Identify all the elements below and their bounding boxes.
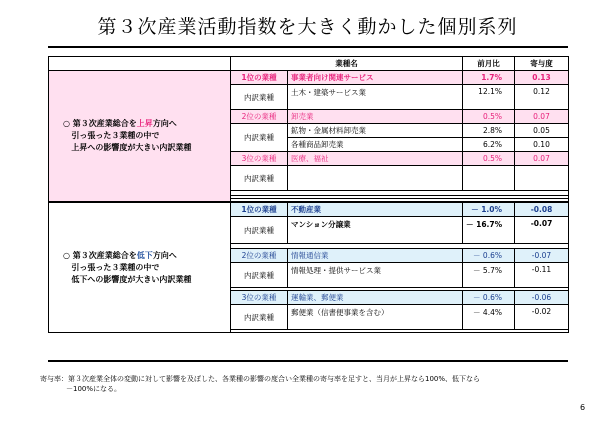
down-sub-name: マンション分譲業 [288,217,463,244]
header-mom: 前月比 [463,57,515,71]
down-name-1: 不動産業 [288,202,463,217]
up-description: ○ 第３次産業総合を上昇方向へ 引っ張った３業種の中で 上昇への影響度が大きい内訳業種 [49,71,231,203]
up-name-1: 事業者向け関連サービス [288,71,463,85]
down-sub-mom: － 5.7% [463,263,515,288]
down-name-2: 情報通信業 [288,249,463,263]
up-sublabel-2: 内訳業種 [231,124,288,152]
down-sublabel-1: 内訳業種 [231,217,288,244]
up-mom-1: 1.7% [463,71,515,85]
bottom-rule [48,360,568,362]
down-mom-2: － 0.6% [463,249,515,263]
up-sub-mom: 12.1% [463,85,515,110]
down-name-3: 運輸業、郵便業 [288,291,463,305]
down-sub-mom: － 16.7% [463,217,515,244]
down-rank-3: 3位の業種 [231,291,288,305]
down-description: ○ 第３次産業総合を低下方向へ 引っ張った３業種の中で 低下への影響度が大きい内訳業種 [49,202,231,333]
up-sublabel-1: 内訳業種 [231,85,288,110]
up-sub-contrib: 0.05 [515,124,569,138]
up-sub-name: 各種商品卸売業 [288,138,463,152]
up-sub-mom: 6.2% [463,138,515,152]
down-sublabel-2: 内訳業種 [231,263,288,288]
down-sublabel-3: 内訳業種 [231,305,288,330]
up-name-2: 卸売業 [288,110,463,124]
down-sub-name: 郵便業（信書便事業を含む） [288,305,463,330]
down-contrib-2: -0.07 [515,249,569,263]
down-group-1-row [49,202,569,217]
footnote: 寄与率：第３次産業全体の変動に対して影響を及ぼした、各業種の影響の度合い全業種の寄与率を足すと、当月が上昇なら100%、低下なら －100%になる。 [40,375,481,393]
up-name-3: 医療、福祉 [288,152,463,166]
down-mom-3: － 0.6% [463,291,515,305]
down-rank-2: 2位の業種 [231,249,288,263]
up-sub-name: 土木・建築サービス業 [288,85,463,110]
down-sub-mom: － 4.4% [463,305,515,330]
up-sub-contrib: 0.10 [515,138,569,152]
up-rank-1: 1位の業種 [231,71,288,85]
title-rule [48,46,568,48]
page-number: 6 [580,403,586,412]
up-sublabel-3: 内訳業種 [231,166,288,191]
down-contrib-3: -0.06 [515,291,569,305]
up-mom-3: 0.5% [463,152,515,166]
up-contrib-1: 0.13 [515,71,569,85]
down-sub-contrib: -0.07 [515,217,569,244]
header-industry: 業種名 [231,57,463,71]
down-sub-contrib: -0.11 [515,263,569,288]
up-rank-3: 3位の業種 [231,152,288,166]
down-mom-1: － 1.0% [463,202,515,217]
header-row [49,57,569,71]
up-sub-name: 鉱物・金属材料卸売業 [288,124,463,138]
down-sub-contrib: -0.02 [515,305,569,330]
down-sub-name: 情報処理・提供サービス業 [288,263,463,288]
up-contrib-2: 0.07 [515,110,569,124]
up-contrib-3: 0.07 [515,152,569,166]
down-contrib-1: -0.08 [515,202,569,217]
up-group-1-row [49,71,569,85]
up-mom-2: 0.5% [463,110,515,124]
up-sub-mom: 2.8% [463,124,515,138]
up-sub-contrib: 0.12 [515,85,569,110]
page-title: 第３次産業活動指数を大きく動かした個別系列 [97,16,518,38]
contribution-table [48,56,569,333]
header-contrib: 寄与度 [515,57,569,71]
up-rank-2: 2位の業種 [231,110,288,124]
down-rank-1: 1位の業種 [231,202,288,217]
